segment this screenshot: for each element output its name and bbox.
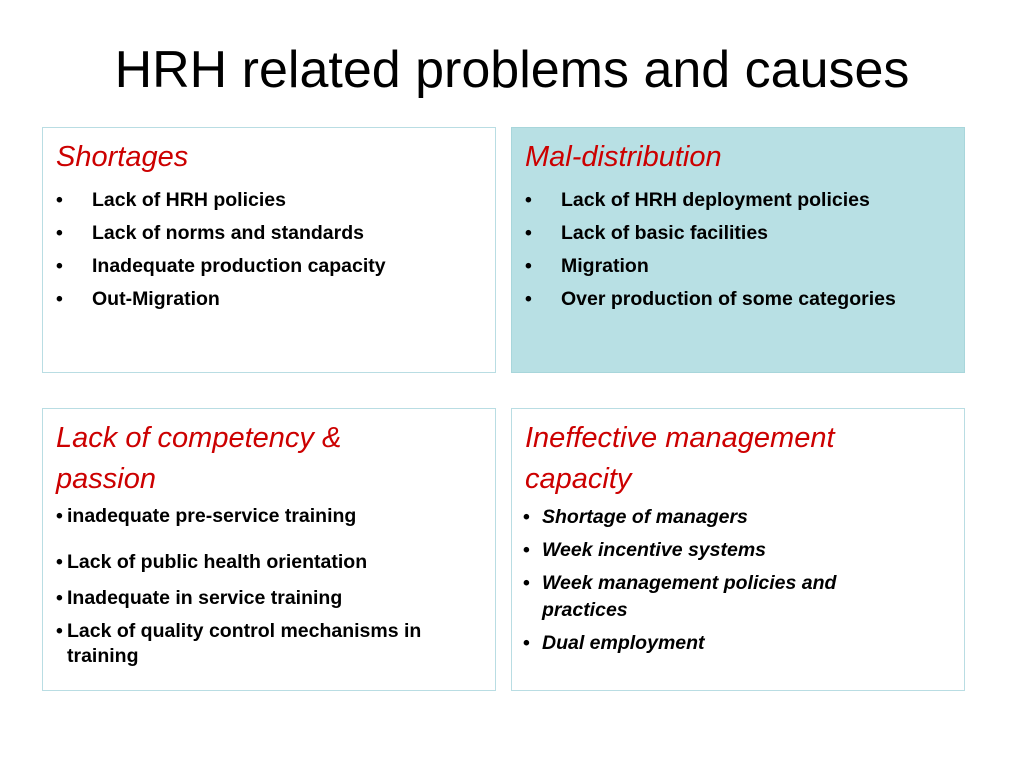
bullet-icon: • [56, 222, 63, 244]
box-heading-management: Ineffective management capacity [525, 422, 835, 495]
bullet-icon: • [56, 587, 63, 609]
list-item: • Lack of basic facilities [525, 217, 961, 250]
list-item: • Inadequate in service training [56, 587, 343, 609]
list-item: • inadequate pre-service training [56, 505, 357, 527]
bullet-icon: • [523, 632, 530, 654]
bullet-icon: • [525, 189, 532, 211]
box-heading-shortages: Shortages [56, 141, 189, 173]
list-item: • Inadequate production capacity [56, 250, 486, 283]
bullet-list-management [523, 504, 893, 663]
list-item: • Migration [525, 250, 961, 283]
list-item: • Lack of public health orientation [56, 551, 368, 573]
box-heading-competency: Lack of competency & passion [56, 422, 342, 495]
list-item: • Dual employment [523, 630, 893, 657]
bullet-icon: • [56, 505, 63, 527]
list-item: • Lack of norms and standards [56, 217, 486, 250]
list-item: • Lack of HRH deployment policies [525, 184, 961, 217]
bullet-icon: • [56, 551, 63, 573]
bullet-icon: • [525, 255, 532, 277]
box-management [511, 408, 965, 691]
bullet-list-shortages [56, 184, 486, 316]
list-item: • Lack of quality control mechanisms in training [56, 620, 422, 667]
box-heading-maldistribution: Mal-distribution [525, 141, 722, 173]
bullet-icon: • [56, 620, 63, 642]
list-item: • Week management policies and practices [523, 572, 837, 621]
slide-title: HRH related problems and causes [114, 41, 910, 99]
bullet-icon: • [56, 255, 63, 277]
list-item: • Week incentive systems [523, 537, 893, 564]
bullet-icon: • [523, 572, 530, 594]
list-item: • Over production of some categories [525, 283, 961, 316]
bullet-icon: • [56, 288, 63, 310]
bullet-list-competency [56, 504, 492, 669]
box-competency [42, 408, 496, 691]
bullet-icon: • [525, 288, 532, 310]
list-item: • Out-Migration [56, 283, 486, 316]
bullet-icon: • [523, 506, 530, 528]
box-maldistribution [511, 127, 965, 373]
bullet-icon: • [523, 539, 530, 561]
list-item: • Shortage of managers [523, 504, 893, 531]
bullet-list-maldistribution [525, 184, 961, 316]
list-item: • Lack of HRH policies [56, 184, 486, 217]
box-shortages [42, 127, 496, 373]
bullet-icon: • [525, 222, 532, 244]
bullet-icon: • [56, 189, 63, 211]
